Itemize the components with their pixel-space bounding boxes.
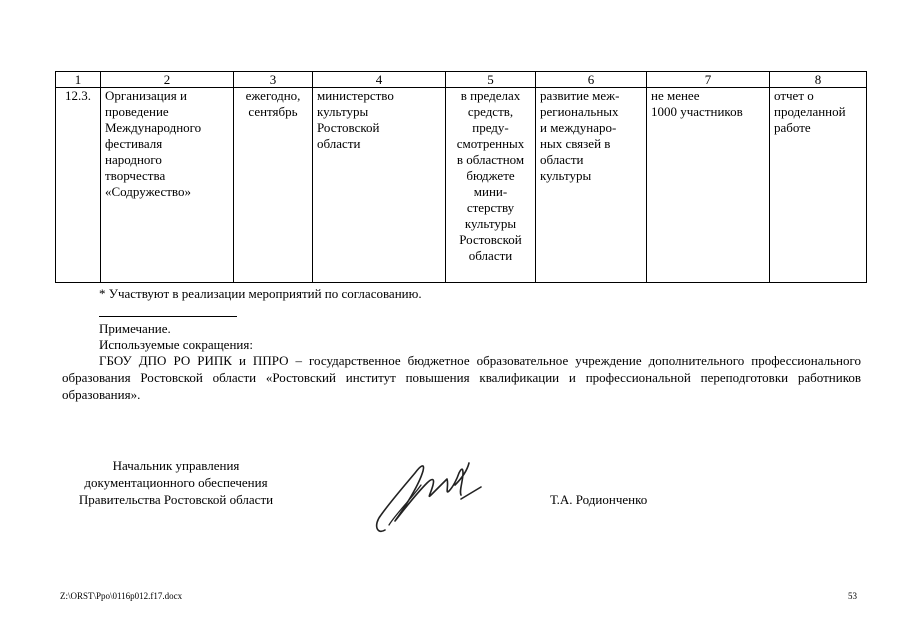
executor-cell (313, 88, 446, 283)
header-cell: 4 (313, 72, 446, 88)
page-number: 53 (848, 591, 857, 601)
abbreviations-title: Используемые сокращения: (99, 337, 253, 352)
period-cell (234, 88, 313, 283)
cell-text-line: Организация и (105, 88, 187, 103)
cell-text-line: бюджете (466, 168, 515, 183)
signatory-name: Т.А. Родионченко (550, 492, 648, 507)
cell-text-line: Международного (105, 120, 202, 135)
footnote: * Участвуют в реализации мероприятий по согласованию. (99, 286, 422, 301)
cell-text-line: 12.3. (65, 88, 91, 103)
signatory-position-line: Начальник управления (112, 458, 240, 473)
signatory-position-line: Правительства Ростовской области (78, 492, 274, 507)
cell-text-line: Ростовской (317, 120, 380, 135)
footnote-divider (99, 316, 237, 317)
cell-text-line: культуры (540, 168, 592, 183)
header-cell: 3 (234, 72, 313, 88)
cell-text-line: смотренных (456, 136, 525, 151)
note-label: Примечание. (99, 321, 171, 336)
cell-text-line: области (540, 152, 584, 167)
row-number-cell (56, 88, 101, 283)
goal-cell (536, 88, 647, 283)
handwritten-signature (365, 455, 485, 540)
cell-text-line: в пределах (460, 88, 521, 103)
cell-text-line: ных связей в (540, 136, 611, 151)
signatory-position (60, 457, 292, 508)
cell-text-line: культуры (317, 104, 369, 119)
cell-text-line: проведение (105, 104, 169, 119)
cell-text-line: и междунаро- (540, 120, 617, 135)
cell-text-line: министерство (317, 88, 394, 103)
cell-text-line: стерству (466, 200, 515, 215)
header-cell: 6 (536, 72, 647, 88)
cell-text-line: Ростовской (459, 232, 522, 247)
cell-text-line: работе (774, 120, 811, 135)
cell-text-line: мини- (473, 184, 508, 199)
cell-text-line: 1000 участников (651, 104, 743, 119)
cell-text-line: сентябрь (248, 104, 298, 119)
cell-text-line: творчества (105, 168, 166, 183)
cell-text-line: ежегодно, (245, 88, 301, 103)
cell-text-line: отчет о (774, 88, 814, 103)
header-cell: 8 (770, 72, 867, 88)
cell-text-line: в областном (456, 152, 525, 167)
report-cell (770, 88, 867, 283)
event-plan-table (55, 71, 867, 283)
cell-text-line: не менее (651, 88, 700, 103)
table-row (56, 88, 867, 283)
cell-text-line: региональных (540, 104, 619, 119)
cell-text-line: фестиваля (105, 136, 163, 151)
event-name-cell (101, 88, 234, 283)
header-cell: 2 (101, 72, 234, 88)
file-path: Z:\ORST\Ppo\0116p012.f17.docx (60, 591, 183, 601)
cell-text-line: проделанной (774, 104, 846, 119)
cell-text-line: области (317, 136, 361, 151)
funding-cell (446, 88, 536, 283)
indicator-cell (647, 88, 770, 283)
cell-text-line: «Содружество» (105, 184, 191, 199)
cell-text-line: культуры (464, 216, 517, 231)
cell-text-line: средств, (467, 104, 514, 119)
cell-text-line: народного (105, 152, 162, 167)
cell-text-line: развитие меж- (540, 88, 620, 103)
abbreviations-text: ГБОУ ДПО РО РИПК и ППРО – государственное бюджетное образовательное учреждение дополнительного профессионального образования Ростовской области «Ростовский институт повышения квалификации и профессиональной переподготовки работников образования». (62, 353, 861, 402)
header-cell: 5 (446, 72, 536, 88)
header-cell: 7 (647, 72, 770, 88)
signatory-position-line: документационного обеспечения (84, 475, 268, 490)
table-header-row (56, 72, 867, 88)
header-cell: 1 (56, 72, 101, 88)
cell-text-line: области (468, 248, 513, 263)
cell-text-line: преду- (472, 120, 509, 135)
